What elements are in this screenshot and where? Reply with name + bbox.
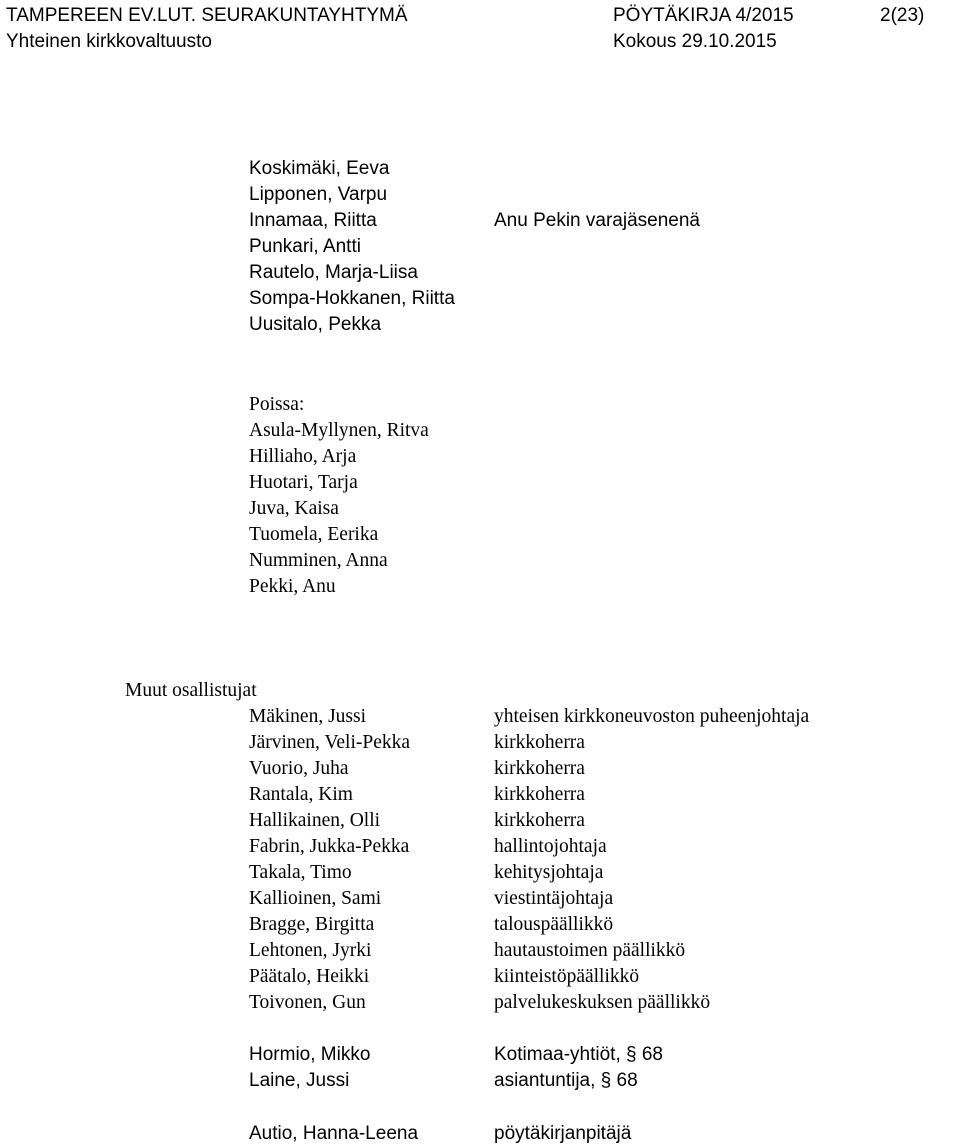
others-title: Muut osallistujat	[125, 680, 257, 701]
present-members-list	[249, 156, 455, 338]
expert-name: Laine, Jussi	[249, 1070, 350, 1091]
organization-name: TAMPEREEN EV.LUT. SEURAKUNTAYHTYMÄ	[6, 5, 408, 26]
participant-name: Mäkinen, Jussi	[249, 706, 366, 727]
participant-role: hallintojohtaja	[494, 836, 607, 857]
participant-role: yhteisen kirkkoneuvoston puheenjohtaja	[494, 706, 810, 727]
participant-name: Toivonen, Gun	[249, 992, 366, 1013]
participant-name: Hallikainen, Olli	[249, 810, 381, 831]
participant-role: hautaustoimen päällikkö	[494, 940, 686, 961]
expert-role: asiantuntija, § 68	[494, 1070, 638, 1091]
expert-names	[249, 1042, 370, 1094]
participant-name: Rantala, Kim	[249, 784, 353, 805]
participant-name: Takala, Timo	[249, 862, 352, 883]
absent-name: Asula-Myllynen, Ritva	[249, 420, 429, 441]
participant-role: talouspäällikkö	[494, 914, 614, 935]
others-roles	[494, 704, 809, 1016]
member-name: Lipponen, Varpu	[249, 184, 388, 205]
participant-role: kiinteistöpäällikkö	[494, 966, 640, 987]
participant-role: viestintäjohtaja	[494, 888, 614, 909]
participant-role: kirkkoherra	[494, 784, 585, 805]
member-name: Koskimäki, Eeva	[249, 158, 390, 179]
absent-name: Numminen, Anna	[249, 550, 388, 571]
absent-name: Pekki, Anu	[249, 576, 336, 597]
absent-name: Juva, Kaisa	[249, 498, 339, 519]
secretary-name: Autio, Hanna-Leena	[249, 1123, 419, 1144]
absent-name: Huotari, Tarja	[249, 472, 358, 493]
member-name: Innamaa, Riitta	[249, 210, 377, 231]
participant-role: kehitysjohtaja	[494, 862, 604, 883]
participant-name: Järvinen, Veli-Pekka	[249, 732, 411, 753]
participant-name: Lehtonen, Jyrki	[249, 940, 372, 961]
expert-roles	[494, 1042, 663, 1094]
council-name: Yhteinen kirkkovaltuusto	[6, 31, 212, 52]
absent-name: Hilliaho, Arja	[249, 446, 357, 467]
page-number: 2(23)	[880, 5, 925, 26]
participant-role: kirkkoherra	[494, 732, 585, 753]
member-name: Punkari, Antti	[249, 236, 361, 257]
member-name: Sompa-Hokkanen, Riitta	[249, 288, 455, 309]
expert-name: Hormio, Mikko	[249, 1044, 371, 1065]
absent-name: Tuomela, Eerika	[249, 524, 379, 545]
participant-name: Vuorio, Juha	[249, 758, 349, 779]
participant-name: Kallioinen, Sami	[249, 888, 382, 909]
participant-role: kirkkoherra	[494, 758, 585, 779]
member-name: Uusitalo, Pekka	[249, 314, 382, 335]
meeting-date: Kokous 29.10.2015	[613, 31, 777, 52]
document-title: PÖYTÄKIRJA 4/2015	[613, 5, 794, 26]
absent-section	[249, 392, 429, 600]
secretary-role: pöytäkirjanpitäjä	[494, 1123, 632, 1144]
expert-role: Kotimaa-yhtiöt, § 68	[494, 1044, 663, 1065]
participant-name: Fabrin, Jukka-Pekka	[249, 836, 410, 857]
participant-name: Bragge, Birgitta	[249, 914, 375, 935]
others-names	[249, 704, 410, 1016]
participant-role: palvelukeskuksen päällikkö	[494, 992, 711, 1013]
member-name: Rautelo, Marja-Liisa	[249, 262, 418, 283]
participant-name: Päätalo, Heikki	[249, 966, 370, 987]
substitute-note: Anu Pekin varajäsenenä	[494, 210, 700, 231]
participant-role: kirkkoherra	[494, 810, 585, 831]
absent-title: Poissa:	[249, 394, 305, 415]
